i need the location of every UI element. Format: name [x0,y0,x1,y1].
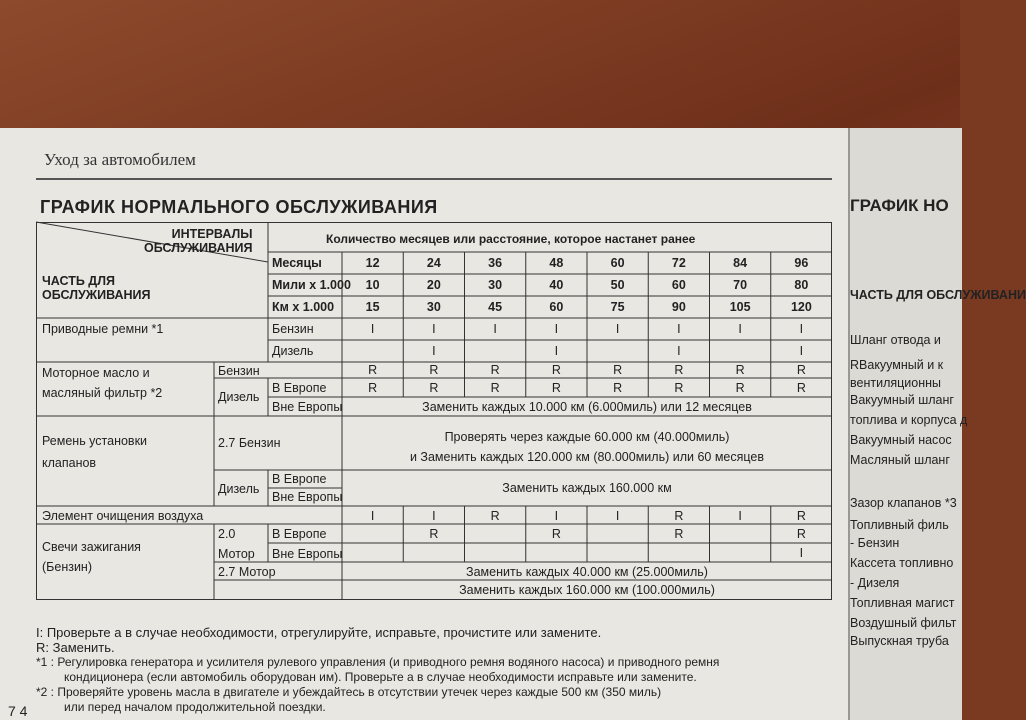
miles-cell: 10 [365,278,380,292]
oil-benzin-cell: R [429,363,439,377]
oil-europe-cell: R [796,381,806,395]
next-page-item: Выпускная труба [850,634,949,648]
belts-diesel-label: Дизель [272,344,314,358]
note-1b: кондиционера (если автомобиль оборудован им). Проверьте а в случае необходимости исправьте или замените. [64,670,697,684]
belts-benzin-cell: I [370,322,375,336]
belts-benzin-cell: I [677,322,681,336]
timing-label-1: Ремень установки [42,434,148,448]
next-page-item: Зазор клапанов *3 [850,496,957,510]
next-page-part: ЧАСТЬ ДЛЯ ОБСЛУЖИВАНИ [850,288,1026,302]
maintenance-table [36,222,832,622]
belts-benzin-cell: I [554,322,559,336]
timing-text-2: и Заменить каждых 120.000 км (80.000миль) или 60 месяцев [409,450,765,464]
belts-benzin-label: Бензин [272,322,314,336]
timing-text-3: Заменить каждых 160.000 км [502,481,672,495]
oil-label-1: Моторное масло и [42,366,150,380]
next-page-item: - Бензин [850,536,900,550]
air-filter-cell: R [674,509,684,523]
note-2a: *2 : Проверяйте уровень масла в двигателе и убеждайтесь в отсутствии утечек через каждые 500 км (350 миль) [36,685,662,699]
next-page-item: - Дизеля [850,576,900,590]
km-cell: 105 [729,300,751,314]
plugs-27-text: Заменить каждых 160.000 км (100.000миль) [459,583,715,597]
months-cell: 24 [426,256,441,270]
belts-benzin-cell: I [432,322,436,336]
months-cell: 36 [488,256,503,270]
km-cell: 15 [365,300,380,314]
next-page-title: ГРАФИК НО [850,196,949,215]
belts-benzin-cell: I [799,322,804,336]
oil-europe-cell: R [613,381,623,395]
oil-benzin-cell: R [490,363,500,377]
next-page-item: Топливный филь [850,518,949,532]
plugs-motor-label: Мотор [218,547,255,561]
oil-benzin-cell: R [796,363,806,377]
oil-europe-cell: R [368,381,378,395]
plugs-europe-cell: R [551,527,561,541]
months-cell: 12 [365,256,380,270]
km-cell: 120 [790,300,812,314]
next-page-item: Топливная магист [850,596,955,610]
plugs-20-label: 2.0 [218,527,236,541]
belts-benzin-cell: I [615,322,620,336]
oil-europe-cell: R [551,381,561,395]
note-i: I: Проверьте а в случае необходимости, отрегулируйте, исправьте, прочистите или замените. [36,625,602,640]
timing-out-europe-label: Вне Европы [272,490,343,504]
plugs-europe-cell: R [674,527,684,541]
section-header: Уход за автомобилем [44,150,196,169]
part-label: ЧАСТЬ ДЛЯ ОБСЛУЖИВАНИЯ [42,274,151,302]
intervals-label: ИНТЕРВАЛЫ ОБСЛУЖИВАНИЯ [144,227,253,255]
oil-benzin-cell: R [551,363,561,377]
next-page-item: Вакуумный насос [850,433,952,447]
months-label: Месяцы [272,256,322,270]
plugs-out-europe-text: Заменить каждых 40.000 км (25.000миль) [466,565,708,579]
next-page-item: RВакуумный и к [850,358,944,372]
miles-cell: 70 [733,278,748,292]
air-filter-label: Элемент очищения воздуха [42,509,204,523]
timing-diesel-label: Дизель [218,482,260,496]
plugs-out-cell: I [799,546,804,560]
belts-label: Приводные ремни *1 [42,322,164,336]
air-filter-cell: I [554,509,559,523]
oil-out-europe-label: Вне Европы [272,400,343,414]
next-page-item: вентиляционны [850,376,942,390]
plugs-out-europe-label: Вне Европы [272,547,343,561]
oil-europe-cell: R [429,381,439,395]
plugs-label-2: (Бензин) [42,560,92,574]
months-cell: 84 [733,256,748,270]
oil-out-europe-text: Заменить каждых 10.000 км (6.000миль) или 12 месяцев [422,400,752,414]
note-1a: *1 : Регулировка генератора и усилителя рулевого управления (и приводного ремня водяного насоса) и приводного ремня [36,655,720,669]
belts-benzin-cell: I [493,322,497,336]
page-title: ГРАФИК НОРМАЛЬНОГО ОБСЛУЖИВАНИЯ [40,197,438,217]
months-cell: 72 [671,256,686,270]
header-rule [36,178,832,180]
next-page-item: Шланг отвода и [850,333,941,347]
timing-benzin-label: 2.7 Бензин [218,436,281,450]
plugs-europe-label: В Европе [272,527,327,541]
belts-benzin-cell: I [738,322,742,336]
air-filter-cell: I [615,509,620,523]
oil-diesel-label: Дизель [218,390,260,404]
next-page-item: Вакуумный шланг [850,393,954,407]
miles-cell: 50 [610,278,625,292]
next-page-item: Кассета топливно [850,556,954,570]
air-filter-cell: I [738,509,742,523]
km-cell: 60 [549,300,564,314]
timing-text-1: Проверять через каждые 60.000 км (40.000миль) [444,430,730,444]
air-filter-cell: R [490,509,500,523]
oil-europe-cell: R [490,381,500,395]
note-r: R: Заменить. [36,640,115,655]
oil-benzin-cell: R [674,363,684,377]
km-cell: 30 [426,300,441,314]
oil-europe-label: В Европе [272,381,327,395]
air-filter-cell: I [370,509,375,523]
page-number: 7 4 [8,703,28,719]
months-cell: 96 [794,256,809,270]
miles-cell: 30 [488,278,503,292]
miles-cell: 20 [426,278,441,292]
footnotes [36,625,826,715]
km-label: Км х 1.000 [272,300,335,314]
next-page-item: Воздушный фильт [850,616,957,630]
air-filter-cell: R [796,509,806,523]
span-note: Количество месяцев или расстояние, которое настанет ранее [326,232,696,246]
oil-europe-cell: R [735,381,745,395]
km-cell: 75 [610,300,625,314]
miles-cell: 60 [671,278,686,292]
next-page [848,128,1026,720]
timing-label-2: клапанов [42,456,97,470]
note-2b: или перед началом продолжительной поездки. [64,700,326,714]
next-page-item: топлива и корпуса д [850,413,968,427]
plugs-27-label: 2.7 Мотор [218,565,276,579]
oil-label-2: масляный фильтр *2 [42,386,163,400]
km-cell: 90 [671,300,686,314]
belts-diesel-cell: I [799,344,804,358]
miles-label: Мили х 1.000 [272,278,351,292]
oil-europe-cell: R [674,381,684,395]
oil-benzin-cell: R [368,363,378,377]
km-cell: 45 [488,300,503,314]
miles-cell: 40 [549,278,564,292]
belts-diesel-cell: I [554,344,559,358]
air-filter-cell: I [432,509,436,523]
next-page-item: Масляный шланг [850,453,950,467]
oil-benzin-cell: R [735,363,745,377]
oil-benzin-cell: R [613,363,623,377]
plugs-label-1: Свечи зажигания [42,540,141,554]
miles-cell: 80 [794,278,809,292]
belts-diesel-cell: I [432,344,436,358]
timing-europe-label: В Европе [272,472,327,486]
plugs-europe-cell: R [429,527,439,541]
plugs-europe-cell: R [796,527,806,541]
months-cell: 60 [610,256,625,270]
months-cell: 48 [549,256,564,270]
belts-diesel-cell: I [677,344,681,358]
oil-benzin-label: Бензин [218,364,260,378]
